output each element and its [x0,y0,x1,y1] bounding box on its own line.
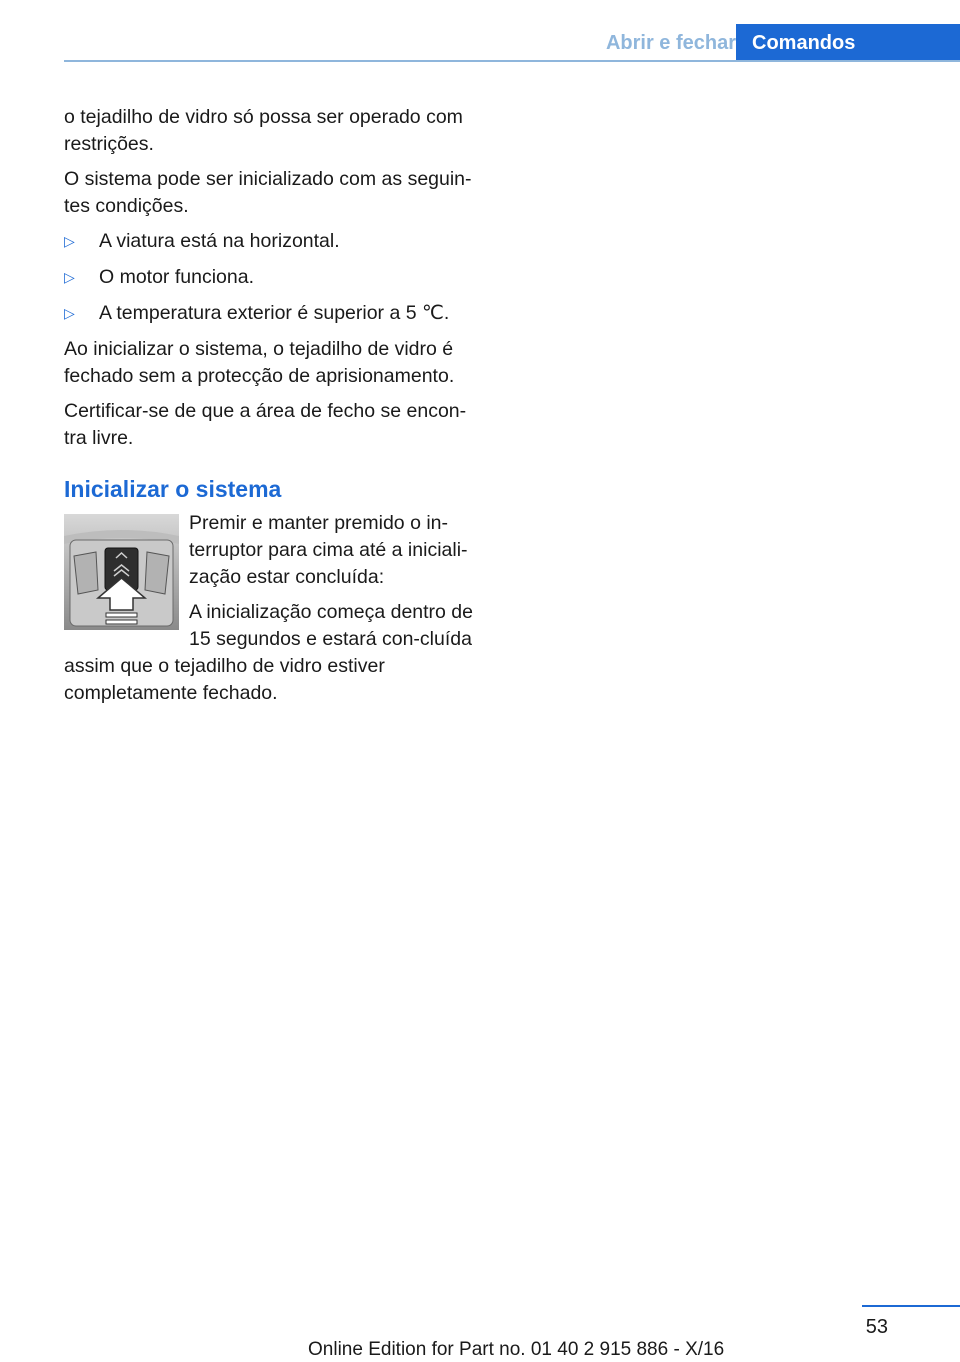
page-number: 53 [865,1316,888,1338]
list-item-text: A temperatura exterior é superior a 5 ℃. [99,302,450,324]
paragraph: O sistema pode ser inicializado com as seguin‐tes condições. [64,168,472,217]
list-item-text: O motor funciona. [99,266,254,288]
section-heading: Inicializar o sistema [64,476,282,502]
header-divider [64,60,960,62]
list-item-text: A viatura está na horizontal. [99,230,340,252]
paragraph: Ao inicializar o sistema, o tejadilho de vidro é fechado sem a protecção de aprisionamento. [64,338,455,387]
paragraph: o tejadilho de vidro só possa ser operado com restrições. [64,106,463,155]
bullet-arrow-icon: ▷ [64,233,75,249]
condition-list [64,228,480,327]
paragraph: A inicialização começa dentro de 15 segundos e estará con‐cluída assim que o tejadilho de vidro estiver completamente fechado. [64,601,473,704]
header-section-tab: Abrir e fechar [605,32,736,54]
page-header [64,24,960,62]
paragraph: Premir e manter premido o in‐terruptor para cima até a iniciali‐zação estar concluída: [189,512,468,588]
roof-switch-figure [64,514,179,630]
footer-divider [862,1305,960,1307]
page-content [64,104,480,715]
list-item [64,264,480,291]
bullet-arrow-icon: ▷ [64,305,75,321]
header-chapter-tab: Comandos [736,24,960,62]
bullet-arrow-icon: ▷ [64,269,75,285]
paragraph: Certificar-se de que a área de fecho se encon‐tra livre. [64,400,467,449]
edition-note: Online Edition for Part no. 01 40 2 915 886 - X/16 [308,1339,725,1360]
list-item [64,228,480,255]
list-item [64,300,480,327]
